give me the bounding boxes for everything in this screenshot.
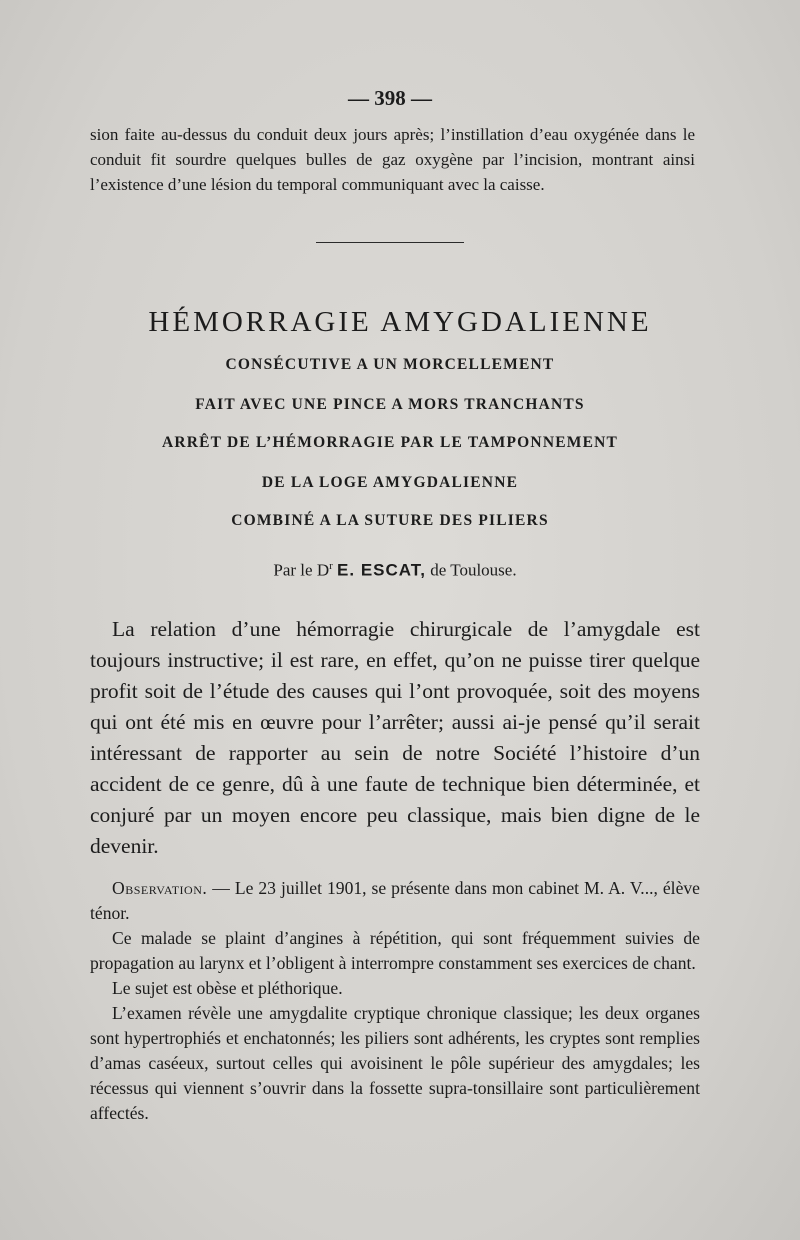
subtitle-line: CONSÉCUTIVE A UN MORCELLEMENT [225,356,555,373]
subtitle-line: COMBINÉ A LA SUTURE DES PILIERS [231,512,549,529]
observation-paragraph: Le sujet est obèse et pléthorique. [112,978,343,998]
subtitle-line: FAIT AVEC UNE PINCE A MORS TRANCHANTS [195,396,585,413]
intro-paragraph: La relation d’une hémorragie chirurgicale de l’amygdale est toujours instructive; il est rare, en effet, qu’on ne puisse tirer quelque profit soit de l’étude des causes qui l’ont provoquée, soit des moyens qui ont été mis en œuvre pour l’arrêter; aussi ai-je pensé qu’il serait intéressant de rapporter au sein de notre Société l’histoire d’un accident de ce genre, dû à une faute de technique bien déterminée, et conjuré par un moyen encore peu classique, mais bien digne de le devenir. [90,617,700,858]
page-number: — 398 — [348,86,432,110]
continuation-paragraph: sion faite au-dessus du conduit deux jours après; l’instillation d’eau oxygénée dans le conduit fit sourdre quelques bulles de gaz oxygène par l’incision, montrant ainsi l’existence d’une lésion du temporal communiquant avec la caisse. [90,125,695,194]
byline-prefix-superscript: r [329,560,333,572]
observation-first-text: — Le 23 juillet 1901, se présente dans mon cabinet M. A. V..., élève ténor. [90,878,700,923]
byline [0,560,790,581]
observation-paragraph: L’examen révèle une amygdalite cryptique chronique classique; les deux organes sont hypertrophiés et enchatonnés; les piliers sont adhérents, les cryptes sont remplies d’amas caséeux, surtout celles qui avoisinent le pôle supérieur des amygdales; les récessus qui viennent s’ouvrir dans la fossette supra-tonsillaire sont particulièrement affectés. [90,1003,700,1123]
byline-prefix: Par le D [273,560,330,580]
subtitle-line: ARRÊT DE L’HÉMORRAGIE PAR LE TAMPONNEMENT [161,434,619,451]
author-name: E. ESCAT, [337,560,427,580]
observation-paragraph: Ce malade se plaint d’angines à répétition, qui sont fréquemment suivies de propagation au larynx et l’obligent à interrompre constamment ses exercices de chant. [90,928,700,973]
subtitle-line: DE LA LOGE AMYGDALIENNE [261,474,519,491]
observation-label: Observation. [112,878,208,898]
observation-first-paragraph [90,876,700,926]
byline-suffix: de Toulouse. [430,560,517,580]
article-title: HÉMORRAGIE AMYGDALIENNE [148,306,652,338]
observation-section [90,876,700,1126]
section-divider [316,242,464,243]
continuation-text [90,122,695,197]
